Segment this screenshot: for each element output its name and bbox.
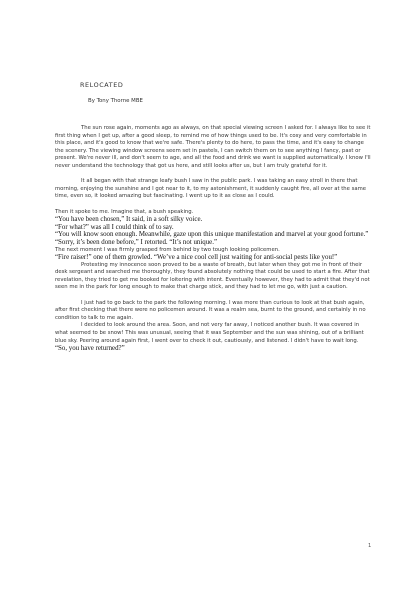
story-author: By Tony Thorne MBE [88, 98, 143, 104]
paragraph: I just had to go back to the park the following morning. I was more than curious to look at that bush again, after first checking that there were no policemen around. It was a realm sea, burnt to the ground, and certainly in no condition to talk to me again. [55, 299, 366, 321]
story-body [55, 125, 373, 353]
dialogue-line: “You have been chosen,” It said, in a soft silky voice. [55, 216, 203, 224]
dialogue-line: “Fire raiser!” one of them growled. “We’ve a nice cool cell just waiting for anti-social pests like you!” [55, 254, 338, 262]
dialogue-line: “Sorry, it’s been done before,” I retorted. “It’s not unique.” [55, 238, 217, 246]
paragraph: It all began with that strange leafy bush I saw in the public park. I was taking an easy stroll in there that morning, enjoying the sunshine and I got near to it, to my astonishment, it suddenly caught fire, all over at the same time, even so, it looked amazing but fascinating. I went up to it as close as I could. [55, 178, 367, 200]
paragraph: The next moment I was firmly grasped from behind by two tough looking policemen. [55, 246, 280, 253]
dialogue-line: “You will know soon enough. Meanwhile, gaze upon this unique manifestation and marvel at your good fortune.” [55, 231, 369, 239]
story-title: RELOCATED [80, 81, 124, 89]
paragraph: The sun rose again, moments ago as always, on that special viewing screen I asked for. I always like to see it first thing when I get up, after a good sleep, to remind me of how things used to be. It's cosy and very comfortable in this place, and it's good to know that we're safe. There's plenty to do here, to pass the time, and it's easy to change the scenery. The viewing window screens seem set in pastels, I can switch them on to see anything I fancy, past or present. We're never ill, and don't seem to age, and all the food and drink we want is supplied automatically. I know I'll never understand the technology that got us here, and still looks after us, but I am truly grateful for it. [55, 125, 371, 169]
dialogue-line: “So, you have returned?” [55, 345, 125, 353]
paragraph: I decided to look around the area. Soon, and not very far away, I noticed another bush. It was covered in what seemed to be snow! This was unusual, seeing that it was September and the sun was shining, out of a brilliant blue sky. Peering around again first, I went over to check it out, cautiously, and listened. I didn't have to wait long. [55, 322, 364, 344]
dialogue-line: “For what?” was all I could think of to say. [55, 223, 174, 231]
page-number: 1 [368, 543, 372, 549]
paragraph: Protesting my innocence soon proved to be a waste of breath, but later when they got me in front of their desk sergeant and searched me thoroughly, they found absolutely nothing that could be used to start a fire. After that revelation, they tried to get me booked for loitering with intent. Eventually however, they had to admit that they'd not seen me in the park for long enough to make that charge stick, and they had to let me go, with just a caution. [55, 261, 370, 291]
paragraph: Then it spoke to me. Imagine that, a bush speaking. [55, 208, 194, 215]
